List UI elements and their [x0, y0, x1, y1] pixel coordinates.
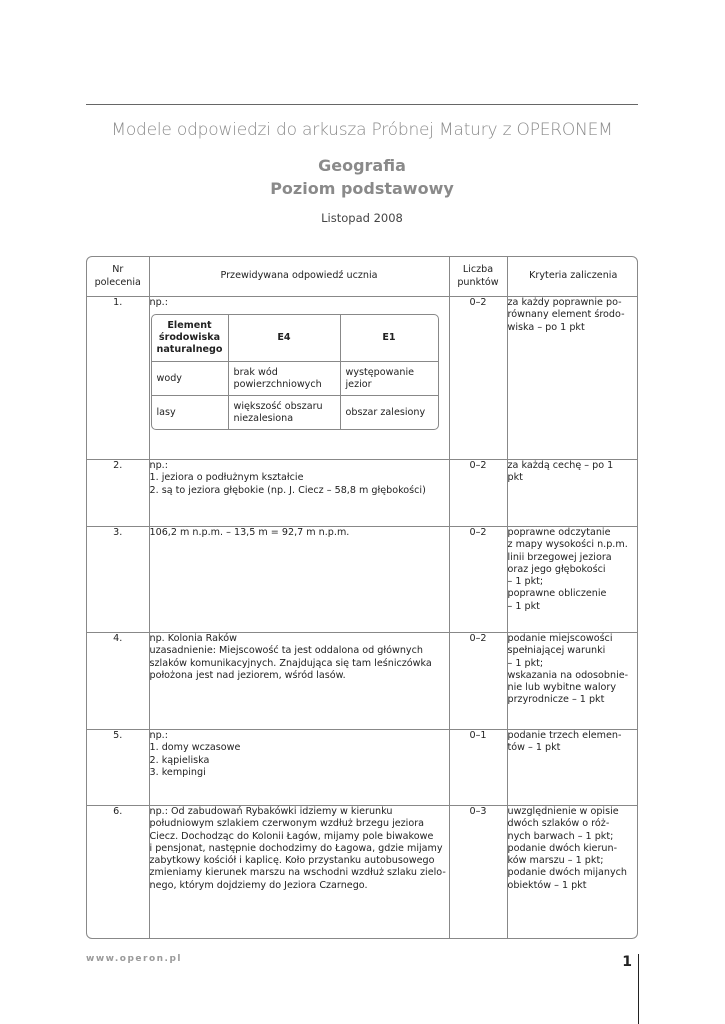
- column-header-points-line: Liczba: [462, 264, 494, 276]
- table-row: [87, 297, 638, 460]
- criteria-line: poprawne odczytanie: [507, 527, 611, 538]
- inner-cell-element: lasy: [152, 395, 228, 429]
- criteria-line: podanie dwóch mijanych: [507, 867, 628, 879]
- answer-line: np.: Od zabudowań Rybakówki idziemy w kierunku: [149, 806, 393, 817]
- page-number: 1: [622, 954, 632, 970]
- footer-rule: [638, 954, 639, 1024]
- row-criteria: [507, 297, 638, 460]
- subject-title: Geografia: [318, 156, 406, 175]
- row-criteria: [507, 527, 638, 633]
- answer-line: np.:: [149, 297, 168, 308]
- criteria-line: – 1 pkt: [507, 600, 540, 612]
- answer-line: zabytkowy kościół i kaplicę. Koło przystanku autobusowego: [149, 855, 435, 867]
- row-criteria: [507, 460, 638, 527]
- column-header-nr: [87, 257, 149, 297]
- inner-header-e1: E1: [340, 315, 438, 361]
- criteria-line: linii brzegowej jeziora: [507, 551, 612, 563]
- answer-line: 2. są to jeziora głębokie (np. J. Ciecz – 58,8 m głębokości): [149, 484, 426, 496]
- criteria-line: nie lub wybitne walory: [507, 682, 617, 694]
- answer-line: 3. kempingi: [149, 766, 206, 778]
- column-header-points-line: punktów: [457, 276, 499, 288]
- criteria-line: równany element środo-: [507, 309, 625, 321]
- level-title: Poziom podstawowy: [270, 179, 454, 198]
- criteria-line: wskazania na odosobnie-: [507, 669, 629, 681]
- row-number: 3.: [113, 527, 123, 538]
- inner-cell-line: brak wód: [233, 366, 278, 378]
- table-row: [87, 527, 638, 633]
- row-answer: [149, 633, 449, 730]
- answer-line: np.:: [149, 460, 168, 471]
- answer-line: np. Kolonia Raków: [149, 633, 237, 644]
- answer-line: 106,2 m n.p.m. – 13,5 m = 92,7 m n.p.m.: [149, 527, 350, 538]
- inner-header-row: [152, 315, 438, 361]
- criteria-line: ków marszu – 1 pkt;: [507, 855, 604, 867]
- column-header-nr-line: Nr: [112, 264, 124, 276]
- criteria-line: za każdą cechę – po 1: [507, 460, 614, 471]
- row-criteria: [507, 633, 638, 730]
- inner-header-line: naturalnego: [156, 344, 223, 356]
- answer-line: południowym szlakiem czerwonym wzdłuż brzegu jeziora: [149, 818, 425, 830]
- answer-line: 1. jeziora o podłużnym kształcie: [149, 472, 304, 484]
- document-title: Modele odpowiedzi do arkusza Próbnej Matury z OPERONEM: [111, 120, 613, 140]
- row-points: 0–2: [449, 633, 507, 730]
- column-header-answer: Przewidywana odpowiedź ucznia: [149, 257, 449, 297]
- row-criteria: [507, 806, 638, 939]
- inner-cell-line: większość obszaru: [233, 400, 323, 412]
- row-criteria: [507, 730, 638, 806]
- answer-line: 2. kąpieliska: [149, 754, 210, 766]
- answer-line: szlaków komunikacyjnych. Znajdująca się tam leśniczówka: [149, 657, 432, 669]
- answer-line: np.:: [149, 730, 168, 741]
- inner-cell-line: niezalesiona: [233, 412, 294, 424]
- inner-header-element: [152, 315, 228, 361]
- answer-line: 1. domy wczasowe: [149, 742, 241, 754]
- criteria-line: z mapy wysokości n.p.m.: [507, 539, 628, 551]
- column-header-criteria: Kryteria zaliczenia: [507, 257, 638, 297]
- inner-cell-line: występowanie: [345, 366, 415, 378]
- column-header-nr-line: polecenia: [94, 276, 141, 288]
- answers-table: [87, 257, 638, 939]
- answer-line: zmieniamy kierunek marszu na wschodni wzdłuż szlaku zielo-: [149, 867, 446, 879]
- criteria-line: przyrodnicze – 1 pkt: [507, 694, 605, 706]
- row-number: 2.: [113, 460, 123, 471]
- inner-cell-e1: [340, 395, 438, 429]
- row-number: 4.: [113, 633, 123, 644]
- row-points: 0–1: [449, 730, 507, 806]
- criteria-line: oraz jego głębokości: [507, 563, 606, 575]
- row-points: 0–2: [449, 297, 507, 460]
- criteria-line: podanie dwóch kierun-: [507, 842, 618, 854]
- criteria-line: nych barwach – 1 pkt;: [507, 830, 614, 842]
- table-row: [87, 806, 638, 939]
- row-number: 5.: [113, 730, 123, 741]
- inner-cell-element: wody: [152, 361, 228, 395]
- inner-header-line: środowiska: [158, 332, 221, 344]
- criteria-line: pkt: [507, 472, 523, 484]
- criteria-line: wiska – po 1 pkt: [507, 321, 585, 333]
- footer-website-url: www.operon.pl: [86, 954, 182, 964]
- column-header-points: [449, 257, 507, 297]
- document-date: Listopad 2008: [321, 211, 403, 225]
- inner-header-e4: E4: [228, 315, 340, 361]
- criteria-line: dwóch szlaków o róż-: [507, 818, 610, 830]
- answers-table-frame: [86, 256, 638, 939]
- top-rule: [86, 104, 638, 105]
- table-row: [87, 460, 638, 527]
- row-answer: [149, 460, 449, 527]
- row-answer: [149, 806, 449, 939]
- row-answer: [149, 730, 449, 806]
- inner-cell-e4: [228, 361, 340, 395]
- criteria-line: podanie trzech elemen-: [507, 730, 622, 741]
- criteria-line: obiektów – 1 pkt: [507, 879, 587, 891]
- row-points: 0–3: [449, 806, 507, 939]
- table-row: [87, 633, 638, 730]
- criteria-line: – 1 pkt;: [507, 576, 544, 588]
- criteria-line: podanie miejscowości: [507, 633, 613, 644]
- answer-line: i pensjonat, następnie dochodzimy do Łagowa, gdzie mijamy: [149, 842, 443, 854]
- row-number: 6.: [113, 806, 123, 817]
- inner-cell-line: jezior: [345, 378, 372, 390]
- inner-cell-e4: [228, 395, 340, 429]
- criteria-line: – 1 pkt;: [507, 657, 544, 669]
- criteria-line: poprawne obliczenie: [507, 588, 607, 600]
- inner-row: [152, 395, 438, 429]
- answer-line: położona jest nad jeziorem, wśród lasów.: [149, 669, 346, 681]
- table-header-row: [87, 257, 638, 297]
- inner-cell-line: obszar zalesiony: [345, 406, 426, 418]
- environment-elements-table: [151, 314, 439, 430]
- inner-cell-line: powierzchniowych: [233, 378, 322, 390]
- row-answer: [149, 527, 449, 633]
- row-points: 0–2: [449, 527, 507, 633]
- criteria-line: uwzględnienie w opisie: [507, 806, 619, 817]
- row-number: 1.: [113, 297, 123, 308]
- criteria-line: za każdy poprawnie po-: [507, 297, 622, 308]
- answer-line: uzasadnienie: Miejscowość ta jest oddalona od głównych: [149, 645, 423, 657]
- inner-cell-e1: [340, 361, 438, 395]
- answer-line: Ciecz. Dochodząc do Kolonii Łagów, mijamy pole biwakowe: [149, 830, 434, 842]
- row-points: 0–2: [449, 460, 507, 527]
- row-answer: [149, 297, 449, 460]
- table-row: [87, 730, 638, 806]
- criteria-line: spełniającej warunki: [507, 645, 606, 657]
- inner-row: [152, 361, 438, 395]
- criteria-line: tów – 1 pkt: [507, 742, 561, 754]
- inner-header-line: Element: [167, 320, 212, 332]
- answer-line: nego, którym dojdziemy do Jeziora Czarnego.: [149, 879, 368, 891]
